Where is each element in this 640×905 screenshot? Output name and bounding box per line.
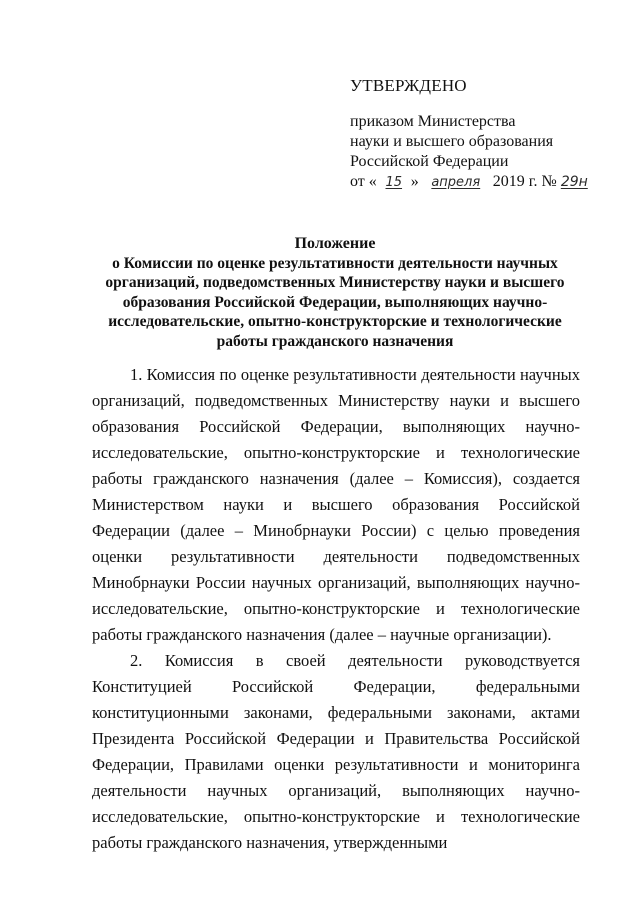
regulation-title: [95, 234, 575, 351]
date-mid: »: [410, 173, 419, 190]
title-line: о Комиссии по оценке результативности деятельности научных: [112, 254, 558, 272]
paragraph-1: 1. Комиссия по оценке результативности деятельности научных организаций, подведомственных Министерству науки и высшего образования Российской Федерации, выполняющих научно-исследовательские, опытно-конструкторские и технологические работы гражданского назначения (далее – Комиссия), создается Министерством науки и высшего образования Российской Федерации (далее – Минобрнауки России) с целью проведения оценки результативности деятельности подведомственных Минобрнауки России научных организаций, выполняющих научно-исследовательские, опытно-конструкторские и технологические работы гражданского назначения (далее – научные организации).: [92, 365, 580, 644]
date-year: 2019 г. №: [492, 173, 557, 190]
paragraph-2: 2. Комиссия в своей деятельности руководствуется Конституцией Российской Федерации, федеральными конституционными законами, федеральными законами, актами Президента Российской Федерации и Правительства Российской Федерации, Правилами оценки результативности и мониторинга деятельности научных организаций, выполняющих научно-исследовательские, опытно-конструкторские и технологические работы гражданского назначения, утвержденными: [92, 651, 580, 852]
date-prefix: от «: [350, 173, 377, 190]
title-heading: Положение: [294, 235, 376, 252]
approval-title: УТВЕРЖДЕНО: [350, 76, 467, 95]
handwritten-day: 15: [385, 175, 403, 190]
approval-line-2: науки и высшего образования: [350, 133, 554, 150]
title-line: исследовательские, опытно-конструкторские и технологические: [108, 313, 562, 330]
approval-line-1: приказом Министерства: [350, 113, 516, 130]
approval-line-3: Российской Федерации: [350, 153, 509, 170]
approval-block: [350, 76, 610, 193]
order-date-line: [350, 172, 610, 193]
handwritten-month: апреля: [431, 175, 481, 190]
document-body: [92, 362, 580, 856]
handwritten-order-number: 29н: [560, 174, 588, 190]
title-line: работы гражданского назначения: [216, 332, 454, 350]
title-line: образования Российской Федерации, выполняющих научно-: [122, 293, 548, 311]
title-line: организаций, подведомственных Министерству науки и высшего: [105, 274, 565, 291]
